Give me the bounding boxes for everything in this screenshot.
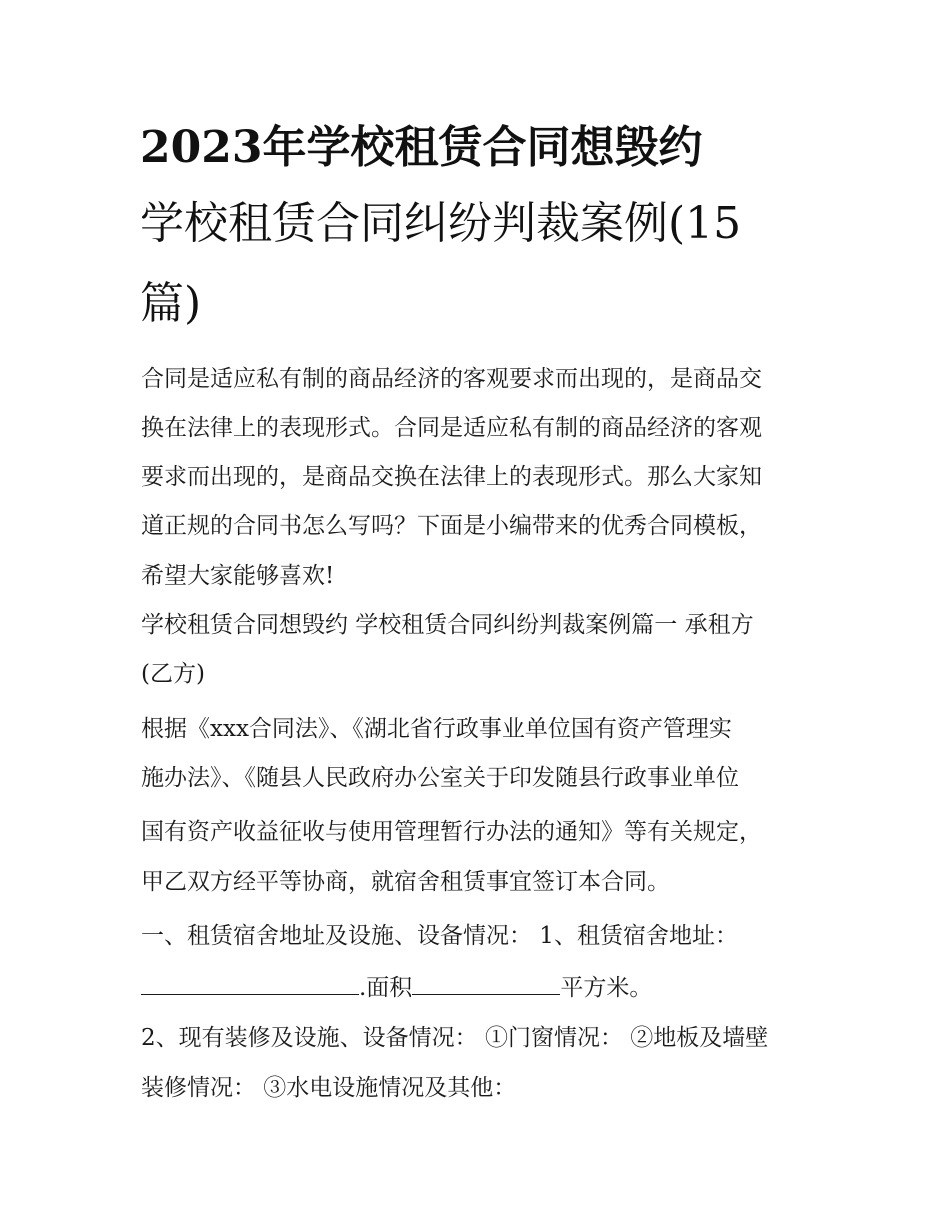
document-title-line-3: 篇) (140, 278, 202, 329)
clause-line: 一、租赁宿舍地址及设施、设备情况： 1、租赁宿舍地址： (141, 923, 738, 949)
paragraph-line: 合同是适应私有制的商品经济的客观要求而出现的，是商品交 (141, 366, 762, 392)
address-blank (141, 970, 359, 995)
paragraph-line: 要求而出现的，是商品交换在法律上的表现形式。那么大家知 (141, 464, 762, 490)
clause-line: 装修情况： ③水电设施情况及其他： (141, 1075, 517, 1101)
section-heading-line: (乙方) (141, 661, 205, 687)
address-area-blank-line (141, 970, 652, 1004)
paragraph-line: 根据《xxx合同法》、《湖北省行政事业单位国有资产管理实 (141, 716, 732, 742)
paragraph-line: 甲乙双方经平等协商，就宿舍租赁事宜签订本合同。 (141, 869, 670, 895)
area-unit-label: 平方米。 (560, 975, 653, 1001)
clause-line: 2、现有装修及设施、设备情况： ①门窗情况： ②地板及墙壁 (141, 1025, 769, 1051)
paragraph-line: 换在法律上的表现形式。合同是适应私有制的商品经济的客观 (141, 415, 762, 441)
paragraph-line: 施办法》、《随县人民政府办公室关于印发随县行政事业单位 (141, 765, 739, 791)
area-label: .面积 (359, 975, 413, 1001)
paragraph-line: 国有资产收益征收与使用管理暂行办法的通知》等有关规定， (141, 819, 762, 845)
paragraph-line: 道正规的合同书怎么写吗？下面是小编带来的优秀合同模板， (141, 513, 762, 539)
document-title-line-1: 2023年学校租赁合同想毁约 (140, 122, 703, 173)
document-title-line-2: 学校租赁合同纠纷判裁案例(15 (140, 198, 742, 249)
section-heading-line: 学校租赁合同想毁约 学校租赁合同纠纷判裁案例篇一 承租方 (141, 612, 754, 638)
paragraph-line: 希望大家能够喜欢! (141, 563, 335, 589)
area-blank (412, 970, 560, 995)
